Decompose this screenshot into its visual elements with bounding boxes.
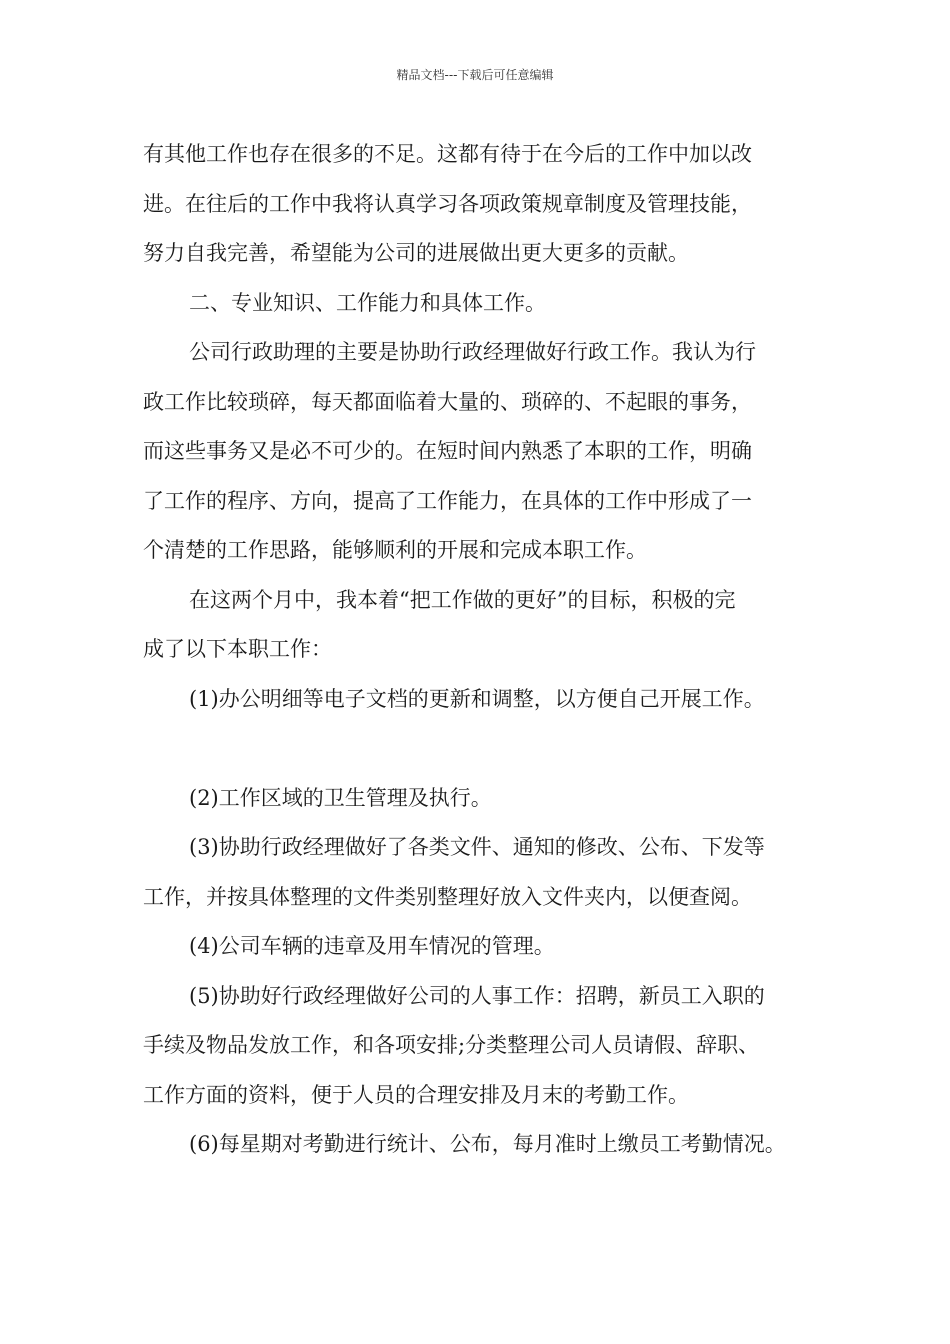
text-line: 成了以下本职工作： — [143, 637, 332, 661]
section-heading: 二、专业知识、工作能力和具体工作。 — [189, 290, 546, 315]
text-line: 手续及物品发放工作，和各项安排;分类整理公司人员请假、辞职、 — [143, 1033, 760, 1057]
list-item: (3)协助行政经理做好了各类文件、通知的修改、公布、下发等 — [189, 835, 765, 859]
list-item: (5)协助好行政经理做好公司的人事工作：招聘，新员工入职的 — [189, 983, 765, 1008]
text-line: 有其他工作也存在很多的不足。这都有待于在今后的工作中加以改 — [143, 142, 752, 166]
page-header: 精品文档---下载后可任意编辑 — [396, 68, 554, 82]
list-item: (1)办公明细等电子文档的更新和调整，以方便自己开展工作。 — [189, 686, 765, 711]
list-item: (4)公司车辆的违章及用车情况的管理。 — [189, 934, 555, 958]
text-line: 工作，并按具体整理的文件类别整理好放入文件夹内，以便查阅。 — [143, 884, 752, 909]
document-body — [143, 130, 823, 1170]
text-line: 公司行政助理的主要是协助行政经理做好行政工作。我认为行 — [189, 340, 756, 364]
list-item: (6)每星期对考勤进行统计、公布，每月准时上缴员工考勤情况。 — [189, 1132, 786, 1156]
text-line: 工作方面的资料，便于人员的合理安排及月末的考勤工作。 — [143, 1082, 689, 1107]
text-line: 个清楚的工作思路，能够顺利的开展和完成本职工作。 — [143, 538, 647, 562]
text-line: 而这些事务又是必不可少的。在短时间内熟悉了本职的工作，明确 — [143, 439, 752, 463]
text-line: 了工作的程序、方向，提高了工作能力，在具体的工作中形成了一 — [143, 488, 752, 513]
text-line: 进。在往后的工作中我将认真学习各项政策规章制度及管理技能， — [143, 191, 752, 216]
list-item: (2)工作区域的卫生管理及执行。 — [189, 785, 492, 810]
blank-line — [143, 724, 823, 774]
text-line: 努力自我完善，希望能为公司的进展做出更大更多的贡献。 — [143, 241, 689, 265]
text-line: 政工作比较琐碎，每天都面临着大量的、琐碎的、不起眼的事务， — [143, 389, 752, 414]
text-line: 在这两个月中，我本着“把工作做的更好”的目标，积极的完 — [189, 587, 736, 612]
